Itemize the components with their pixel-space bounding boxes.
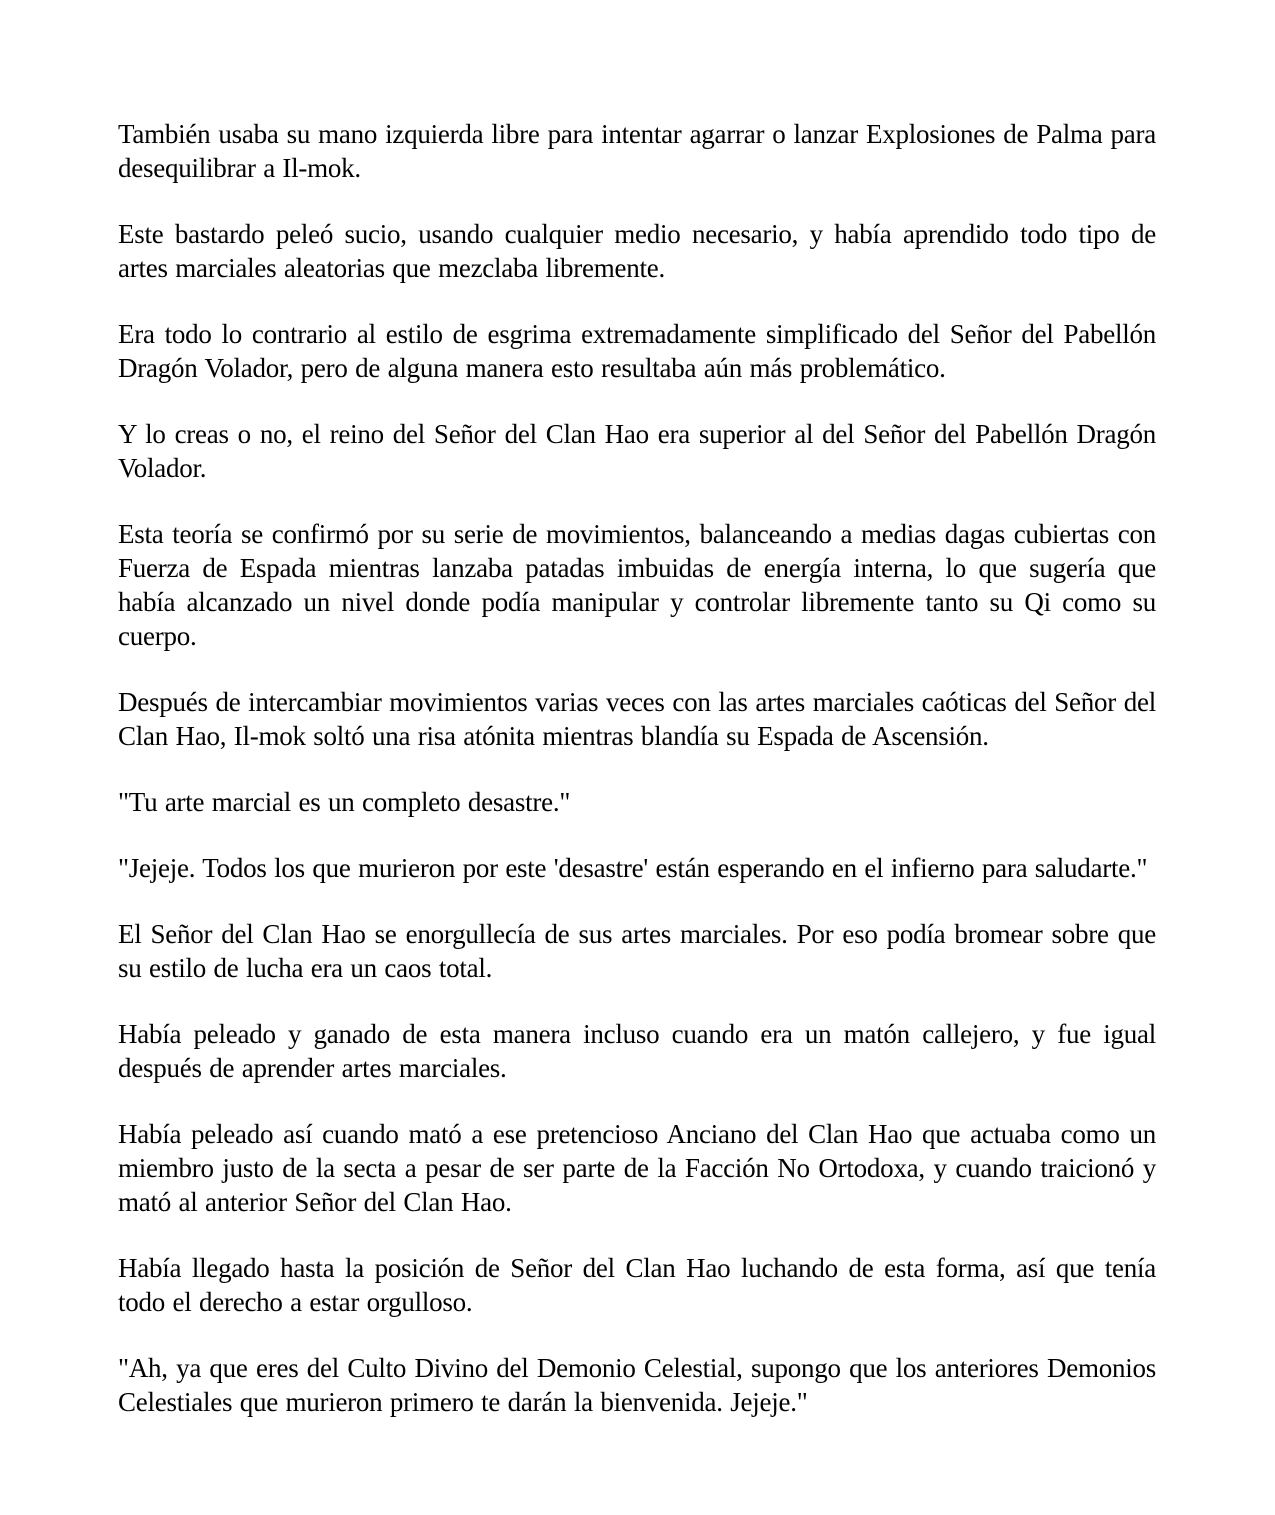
paragraph: El Señor del Clan Hao se enorgullecía de sus artes marciales. Por eso podía bromear sobre que su estilo de lucha era un caos total. [118, 919, 1156, 983]
paragraph: Y lo creas o no, el reino del Señor del Clan Hao era superior al del Señor del Pabellón Dragón Volador. [118, 419, 1156, 483]
document-page [118, 117, 1156, 1451]
dialogue-paragraph: "Tu arte marcial es un completo desastre." [118, 787, 571, 817]
paragraph: Había peleado así cuando mató a ese pretencioso Anciano del Clan Hao que actuaba como un miembro justo de la secta a pesar de ser parte de la Facción No Ortodoxa, y cuando traicionó y mató al anterior Señor del Clan Hao. [118, 1119, 1156, 1217]
paragraph: También usaba su mano izquierda libre para intentar agarrar o lanzar Explosiones de Palma para desequilibrar a Il-mok. [118, 119, 1156, 183]
paragraph: Había peleado y ganado de esta manera incluso cuando era un matón callejero, y fue igual después de aprender artes marciales. [118, 1019, 1156, 1083]
dialogue-paragraph: "Ah, ya que eres del Culto Divino del Demonio Celestial, supongo que los anteriores Demonios Celestiales que murieron primero te darán la bienvenida. Jejeje." [118, 1353, 1156, 1417]
paragraph: Era todo lo contrario al estilo de esgrima extremadamente simplificado del Señor del Pabellón Dragón Volador, pero de alguna manera esto resultaba aún más problemático. [118, 319, 1156, 383]
paragraph: Había llegado hasta la posición de Señor del Clan Hao luchando de esta forma, así que tenía todo el derecho a estar orgulloso. [118, 1253, 1156, 1317]
paragraph: Este bastardo peleó sucio, usando cualquier medio necesario, y había aprendido todo tipo de artes marciales aleatorias que mezclaba libremente. [118, 219, 1156, 283]
paragraph: Esta teoría se confirmó por su serie de movimientos, balanceando a medias dagas cubiertas con Fuerza de Espada mientras lanzaba patadas imbuidas de energía interna, lo que sugería que había alcanzado un nivel donde podía manipular y controlar libremente tanto su Qi como su cuerpo. [118, 519, 1156, 651]
dialogue-paragraph: "Jejeje. Todos los que murieron por este 'desastre' están esperando en el infierno para saludarte." [118, 853, 1148, 883]
paragraph: Después de intercambiar movimientos varias veces con las artes marciales caóticas del Señor del Clan Hao, Il-mok soltó una risa atónita mientras blandía su Espada de Ascensión. [118, 687, 1156, 751]
